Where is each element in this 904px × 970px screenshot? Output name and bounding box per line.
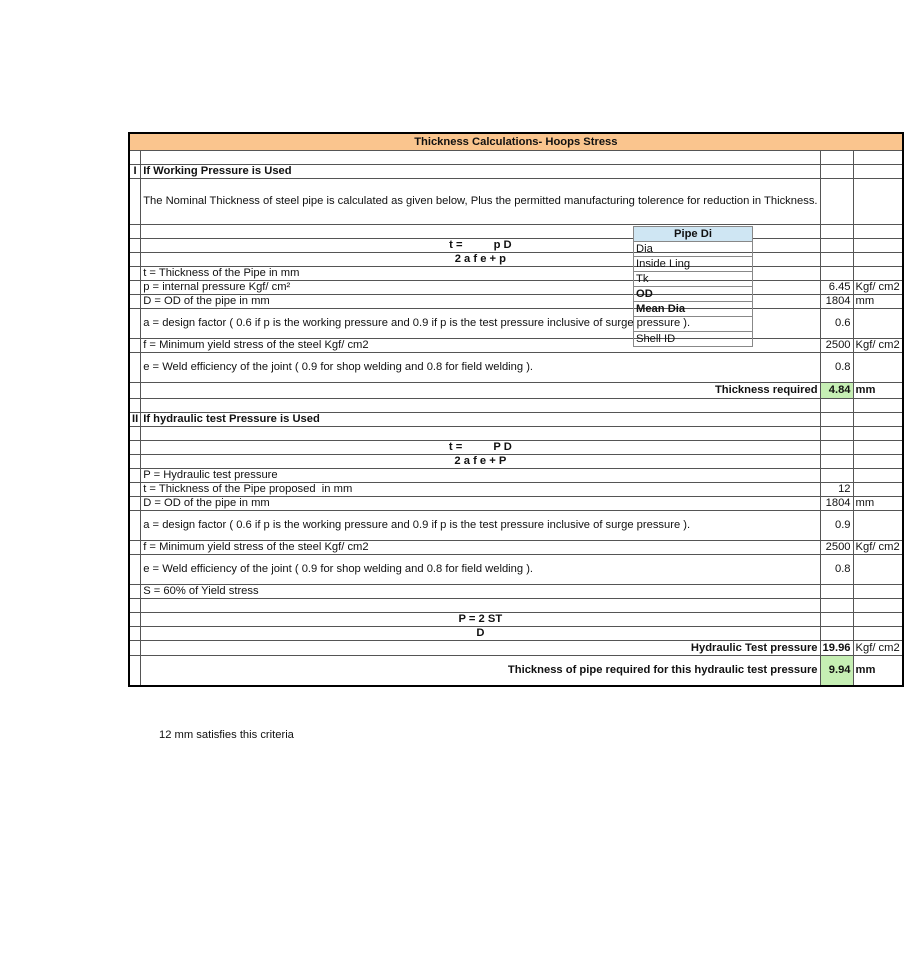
variable-value: 12 xyxy=(820,483,853,497)
section-2-heading: If hydraulic test Pressure is Used xyxy=(141,413,820,427)
variable-value: 1804 xyxy=(820,497,853,511)
table-row xyxy=(129,295,903,309)
section-2-formula-row xyxy=(129,455,903,469)
section-2-header xyxy=(129,413,903,427)
hydraulic-test-pressure-label: Hydraulic Test pressure xyxy=(141,641,820,656)
hydraulic-test-pressure-unit: Kgf/ cm2 xyxy=(853,641,903,656)
table-row xyxy=(129,585,903,599)
pipe-dimension-label: Shell ID xyxy=(634,332,753,347)
pressure-formula-row xyxy=(129,627,903,641)
thickness-required-unit: mm xyxy=(853,383,903,399)
pipe-dimension-label: Tk xyxy=(634,272,753,287)
variable-unit: mm xyxy=(853,497,903,511)
section-2-formula-row xyxy=(129,441,903,455)
section-1-intro-row xyxy=(129,179,903,225)
pipe-dimension-label: OD xyxy=(634,287,753,302)
variable-unit xyxy=(853,585,903,599)
pipe-dimension-label: Inside Ling xyxy=(634,257,753,272)
pipe-dimension-label xyxy=(634,317,753,332)
table-row xyxy=(129,469,903,483)
variable-label: t = Thickness of the Pipe in mm xyxy=(141,267,820,281)
variable-unit xyxy=(853,511,903,541)
pressure-formula-numerator: P = 2 ST xyxy=(141,613,820,627)
section-2-number: II xyxy=(129,413,141,427)
variable-label: f = Minimum yield stress of the steel Kgf/ cm2 xyxy=(141,339,820,353)
variable-label: t = Thickness of the Pipe proposed in mm xyxy=(141,483,820,497)
pressure-formula-denominator: D xyxy=(141,627,820,641)
section-1-intro: The Nominal Thickness of steel pipe is calculated as given below, Plus the permitted manufacturing tolerence for reduction in Thickness. xyxy=(141,179,820,225)
section-1-formula-row xyxy=(129,253,903,267)
variable-value xyxy=(820,469,853,483)
thickness-calculation-sheet xyxy=(128,132,904,687)
variable-value xyxy=(820,267,853,281)
table-row xyxy=(129,339,903,353)
variable-unit xyxy=(853,483,903,497)
variable-value: 6.45 xyxy=(820,281,853,295)
variable-label: a = design factor ( 0.6 if p is the working pressure and 0.9 if p is the test pressure inclusive of surge pressure ). xyxy=(141,309,820,339)
variable-label: f = Minimum yield stress of the steel Kgf/ cm2 xyxy=(141,541,820,555)
table-row xyxy=(129,267,903,281)
variable-value: 0.8 xyxy=(820,353,853,383)
hydraulic-thickness-unit: mm xyxy=(853,656,903,686)
table-row xyxy=(129,511,903,541)
pipe-dimension-label: Dia xyxy=(634,242,753,257)
variable-label: a = design factor ( 0.6 if p is the working pressure and 0.9 if p is the test pressure inclusive of surge pressure ). xyxy=(141,511,820,541)
variable-label: S = 60% of Yield stress xyxy=(141,585,820,599)
hydraulic-thickness-label: Thickness of pipe required for this hydraulic test pressure xyxy=(141,656,820,686)
section-1-heading: If Working Pressure is Used xyxy=(141,165,820,179)
variable-value: 2500 xyxy=(820,541,853,555)
thickness-required-label: Thickness required xyxy=(141,383,820,399)
variable-value: 1804 xyxy=(820,295,853,309)
section-1-formula-numerator: t = p D xyxy=(141,239,820,253)
criteria-note: 12 mm satisfies this criteria xyxy=(159,729,294,741)
variable-unit xyxy=(853,267,903,281)
pressure-formula-row xyxy=(129,613,903,627)
variable-unit: Kgf/ cm2 xyxy=(853,541,903,555)
variable-label: D = OD of the pipe in mm xyxy=(141,497,820,511)
section-1-result-row xyxy=(129,383,903,399)
section-1-header xyxy=(129,165,903,179)
pipe-dimensions-table xyxy=(633,226,753,347)
variable-unit xyxy=(853,555,903,585)
section-2-result-row xyxy=(129,656,903,686)
section-1-number: I xyxy=(129,165,141,179)
variable-value: 0.8 xyxy=(820,555,853,585)
variable-label: P = Hydraulic test pressure xyxy=(141,469,820,483)
table-row xyxy=(129,281,903,295)
variable-unit: Kgf/ cm2 xyxy=(853,339,903,353)
pipe-dimension-label: Mean Dia xyxy=(634,302,753,317)
hydraulic-thickness-value: 9.94 xyxy=(820,656,853,686)
hydraulic-test-pressure-value: 19.96 xyxy=(820,641,853,656)
sheet-title-row xyxy=(129,133,903,151)
variable-label: D = OD of the pipe in mm xyxy=(141,295,820,309)
table-row xyxy=(129,353,903,383)
section-2-formula-denominator: 2 a f e + P xyxy=(141,455,820,469)
variable-unit xyxy=(853,469,903,483)
variable-value: 2500 xyxy=(820,339,853,353)
variable-unit xyxy=(853,309,903,339)
variable-label: e = Weld efficiency of the joint ( 0.9 for shop welding and 0.8 for field welding ). xyxy=(141,353,820,383)
variable-unit: mm xyxy=(853,295,903,309)
table-row xyxy=(129,555,903,585)
variable-value: 0.9 xyxy=(820,511,853,541)
variable-label: e = Weld efficiency of the joint ( 0.9 for shop welding and 0.8 for field welding ). xyxy=(141,555,820,585)
pipe-dimensions-header: Pipe Di xyxy=(634,227,753,242)
table-row xyxy=(129,497,903,511)
variable-value xyxy=(820,585,853,599)
variable-value: 0.6 xyxy=(820,309,853,339)
table-row xyxy=(129,483,903,497)
section-1-formula-row xyxy=(129,239,903,253)
sheet-title: Thickness Calculations- Hoops Stress xyxy=(129,133,903,151)
section-1-formula-denominator: 2 a f e + p xyxy=(141,253,820,267)
section-2-formula-numerator: t = P D xyxy=(141,441,820,455)
thickness-required-value: 4.84 xyxy=(820,383,853,399)
table-row xyxy=(129,541,903,555)
hydraulic-test-pressure-row xyxy=(129,641,903,656)
variable-unit: Kgf/ cm2 xyxy=(853,281,903,295)
variable-label: p = internal pressure Kgf/ cm² xyxy=(141,281,820,295)
table-row xyxy=(129,309,903,339)
variable-unit xyxy=(853,353,903,383)
